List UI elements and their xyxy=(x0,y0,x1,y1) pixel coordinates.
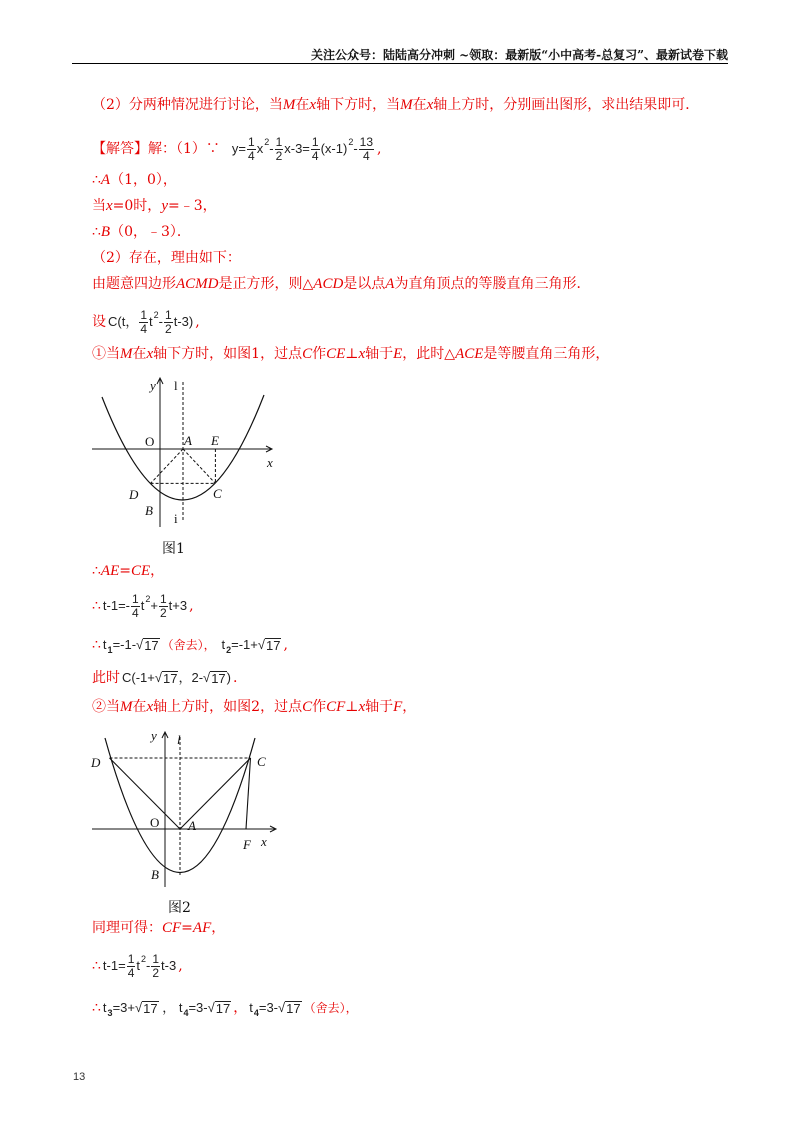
math-variable: x xyxy=(106,198,113,214)
segment-ad xyxy=(151,449,183,483)
math-variable: x xyxy=(358,699,366,715)
square-root xyxy=(278,1000,302,1016)
math-variable: E xyxy=(393,346,403,362)
radical-sign: √ xyxy=(257,637,266,652)
subscript: 3 xyxy=(107,1008,113,1018)
fraction xyxy=(359,136,374,163)
math-variable: CE xyxy=(326,346,346,362)
text-run: 当 xyxy=(92,198,106,214)
label-i: i xyxy=(174,511,178,526)
subscript: 1 xyxy=(107,645,113,655)
label-b: B xyxy=(145,503,153,518)
segment-ac xyxy=(183,449,215,483)
figure-1-caption: 图1 xyxy=(162,541,185,557)
text-run: 同理可得： xyxy=(92,920,162,936)
text-run: y= xyxy=(231,141,247,156)
text-run: ∴ xyxy=(92,224,101,240)
formula xyxy=(103,953,176,980)
case-1-point-c xyxy=(92,665,237,691)
radical-sign: √ xyxy=(136,637,144,652)
label-d: D xyxy=(129,487,139,502)
text-run: 在 xyxy=(412,97,427,113)
formula xyxy=(249,1000,301,1016)
text-run: + xyxy=(150,598,158,613)
text-run: 是等腰直角三角形， xyxy=(483,346,610,362)
fraction-denominator: 4 xyxy=(363,148,370,163)
fraction xyxy=(139,309,148,336)
label-x: x xyxy=(267,455,273,470)
radicand: 17 xyxy=(143,1001,158,1016)
formula xyxy=(232,136,375,163)
text-run: 轴下方时，当 xyxy=(316,97,401,113)
segment-da xyxy=(110,758,181,829)
small-note: （舍去）， xyxy=(161,638,220,652)
formula xyxy=(108,309,193,336)
text-run: 设 xyxy=(92,314,106,330)
text-run: 作 xyxy=(312,346,327,362)
text-run: =3- xyxy=(188,1000,208,1015)
radicand: 17 xyxy=(163,671,178,686)
square-root xyxy=(136,637,160,653)
text-run: C(t， xyxy=(108,314,139,329)
radicand: 17 xyxy=(211,671,226,686)
text-run: 轴上方时，分别画出图形，求出结果即可． xyxy=(433,97,700,113)
math-variable: M xyxy=(400,97,413,113)
text-run: t-1=- xyxy=(102,598,131,613)
text-run: t xyxy=(221,637,226,652)
point-a-result xyxy=(92,172,177,188)
fraction-denominator: 2 xyxy=(165,321,172,336)
text-run: （1，0）， xyxy=(110,172,177,188)
segment-cf xyxy=(246,758,251,829)
page-number: 13 xyxy=(73,1071,86,1083)
case-2-statement xyxy=(92,699,416,715)
math-variable: CE xyxy=(130,563,151,579)
small-note: （舍去）， xyxy=(303,1001,358,1015)
fraction-numerator: 1 xyxy=(275,134,283,149)
text-run: ， xyxy=(150,563,165,579)
fraction-denominator: 4 xyxy=(127,965,135,980)
text-run: - xyxy=(269,141,274,156)
text-run: (x-1) xyxy=(320,141,348,156)
math-variable: x xyxy=(146,346,154,362)
fraction-numerator: 1 xyxy=(152,951,160,966)
radical-sign: √ xyxy=(134,1000,143,1015)
radicand: 17 xyxy=(215,1001,231,1016)
fraction-denominator: 4 xyxy=(140,321,148,336)
page-header: 关注公众号：陆陆高分冲刺 ~领取：最新版“小中高考-总复习”、最新试卷下载 xyxy=(310,48,728,62)
formula xyxy=(103,1000,231,1016)
fraction-denominator: 2 xyxy=(152,965,160,980)
radicand: 17 xyxy=(266,638,281,653)
square-root xyxy=(135,1000,159,1016)
label-l: l xyxy=(177,732,181,747)
fraction-denominator: 4 xyxy=(311,148,319,163)
math-variable: M xyxy=(120,346,133,362)
text-run: 在 xyxy=(295,97,310,113)
subscript: 4 xyxy=(253,1008,259,1018)
math-variable: A xyxy=(100,172,111,188)
formula xyxy=(103,593,187,620)
math-variable: x xyxy=(146,699,154,715)
label-y: y xyxy=(151,728,157,743)
figure-1-diagram xyxy=(88,370,288,535)
text-run: ∴ xyxy=(92,172,101,188)
math-variable: CF xyxy=(326,699,346,715)
math-variable: AF xyxy=(192,920,212,936)
text-run: （2）分两种情况进行讨论，当 xyxy=(92,97,283,113)
text-run: （2）存在，理由如下： xyxy=(92,250,241,266)
label-c: C xyxy=(257,754,266,769)
fraction-numerator: 1 xyxy=(127,951,135,966)
fraction xyxy=(311,136,320,163)
math-variable: F xyxy=(393,699,403,715)
square-root xyxy=(208,1000,232,1016)
superscript: 2 xyxy=(141,954,147,964)
fraction-numerator: 1 xyxy=(165,307,172,322)
case-2-equation xyxy=(92,948,183,984)
fraction xyxy=(247,136,256,163)
math-variable: ACD xyxy=(313,276,344,292)
label-a: A xyxy=(188,818,196,833)
label-b: B xyxy=(151,867,159,882)
text-run: 此时 xyxy=(92,670,120,686)
text-run: - xyxy=(146,958,151,973)
text-run: 是以点 xyxy=(343,276,386,292)
formula xyxy=(103,637,160,653)
fraction-denominator: 2 xyxy=(275,148,283,163)
math-variable: C xyxy=(302,699,313,715)
superscript: 2 xyxy=(264,137,270,147)
math-variable: AE xyxy=(100,563,120,579)
text-run: ∴ xyxy=(92,563,101,579)
case-1-statement xyxy=(92,346,609,362)
text-run: 在 xyxy=(132,346,147,362)
case-1-equation xyxy=(92,589,194,623)
fraction-numerator: 1 xyxy=(140,307,148,322)
math-variable: C xyxy=(302,346,313,362)
fraction xyxy=(164,309,173,336)
fraction xyxy=(151,953,160,980)
text-run: =-1- xyxy=(112,637,137,652)
fraction-numerator: 1 xyxy=(311,134,319,149)
part-2-intro xyxy=(92,250,241,266)
text-run: t xyxy=(136,958,140,973)
solution-part-1-equation xyxy=(92,132,381,166)
text-run: t+3 xyxy=(168,598,188,613)
fraction-denominator: 2 xyxy=(159,605,167,620)
text-run: ，此时△ xyxy=(402,346,456,362)
header-rule xyxy=(72,63,728,64)
fraction-numerator: 13 xyxy=(359,134,374,149)
case-2-roots xyxy=(92,994,358,1022)
text-run: =-1+ xyxy=(231,637,258,652)
text-run: t-3 xyxy=(161,958,177,973)
radical-sign: √ xyxy=(278,1000,286,1015)
square-root xyxy=(258,637,282,653)
text-run: t xyxy=(102,1000,107,1015)
superscript: 2 xyxy=(348,137,354,147)
text-run: ，2- xyxy=(178,670,204,685)
text-run: ， xyxy=(402,699,417,715)
text-run: 轴上方时，如图2，过点 xyxy=(153,699,303,715)
math-variable: ACMD xyxy=(176,276,219,292)
math-variable: M xyxy=(282,97,296,113)
text-run: 为直角顶点的等媵直角三角形． xyxy=(394,276,591,292)
superscript: 2 xyxy=(153,310,159,320)
text-run: ， xyxy=(211,920,226,936)
text-run: x-3= xyxy=(284,141,310,156)
math-variable: A xyxy=(385,276,395,292)
text-run: ①当 xyxy=(92,346,120,362)
text-run: =﹣3， xyxy=(167,198,217,214)
text-run: ， xyxy=(233,1000,248,1016)
text-run: （0，﹣3）． xyxy=(110,224,191,240)
text-run: t xyxy=(102,637,107,652)
text-run: 由题意四边形 xyxy=(92,276,176,292)
text-run: ∴ xyxy=(92,1000,101,1016)
text-run: = xyxy=(119,563,131,579)
fraction-numerator: 1 xyxy=(132,591,139,606)
radicand: 17 xyxy=(286,1001,301,1016)
text-run: ) xyxy=(226,670,231,685)
text-run: ∴ xyxy=(92,637,101,653)
superscript: 2 xyxy=(145,594,151,604)
label-c: C xyxy=(213,486,222,501)
fraction xyxy=(159,593,168,620)
fraction-numerator: 1 xyxy=(159,591,167,606)
math-variable: y xyxy=(161,198,168,214)
radical-sign: √ xyxy=(154,670,163,685)
text-run: =0时， xyxy=(112,198,162,214)
text-run: . xyxy=(233,670,238,686)
fraction xyxy=(127,953,136,980)
label-f: F xyxy=(243,837,251,852)
text-run: , xyxy=(178,958,183,974)
text-run: 轴于 xyxy=(365,346,394,362)
text-run: 轴下方时，如图1，过点 xyxy=(153,346,303,362)
fraction-denominator: 4 xyxy=(132,605,139,620)
text-run: x xyxy=(256,141,264,156)
text-run: 轴于 xyxy=(365,699,394,715)
label-e: E xyxy=(211,433,219,448)
math-variable: x xyxy=(426,97,434,113)
text-run: - xyxy=(158,314,164,329)
square-root xyxy=(155,670,179,686)
text-run: , xyxy=(195,314,200,330)
text-run: - xyxy=(353,141,358,156)
text-run: 在 xyxy=(132,699,147,715)
label-d: D xyxy=(91,755,101,770)
text-run: t xyxy=(140,598,145,613)
subscript: 2 xyxy=(226,645,232,655)
label-a: A xyxy=(184,433,192,448)
text-run: ∴ xyxy=(92,598,101,614)
text-run: 是正方形，则△ xyxy=(218,276,314,292)
point-b-result xyxy=(92,224,191,240)
text-run: t-1= xyxy=(102,958,126,973)
math-variable: x xyxy=(358,346,366,362)
math-variable: ACE xyxy=(455,346,484,362)
fraction xyxy=(131,593,140,620)
case-1-roots xyxy=(92,631,288,659)
text-run: = xyxy=(181,920,193,936)
label-x: x xyxy=(261,834,267,849)
text-run: t xyxy=(149,314,153,329)
fraction-numerator: 1 xyxy=(248,134,255,149)
text-run: C(-1+ xyxy=(122,670,155,685)
math-variable: CF xyxy=(162,920,182,936)
text-run: , xyxy=(377,141,382,157)
text-run: ⊥ xyxy=(345,346,359,362)
square-root xyxy=(203,670,227,686)
text-run: ∴ xyxy=(92,958,101,974)
text-run: , xyxy=(283,637,288,653)
label-o: O xyxy=(150,815,160,830)
text-run: t-3) xyxy=(173,314,194,329)
cf-equals-af xyxy=(92,920,225,936)
fraction xyxy=(275,136,284,163)
square-condition xyxy=(92,276,590,292)
let-point-c xyxy=(92,304,200,340)
figure-2-caption: 图2 xyxy=(168,900,191,916)
math-variable: B xyxy=(100,224,111,240)
text-run: ⊥ xyxy=(345,699,359,715)
radical-sign: √ xyxy=(203,670,211,685)
text-run: ②当 xyxy=(92,699,120,715)
formula xyxy=(221,637,281,653)
figure-2-diagram xyxy=(88,725,288,890)
ae-equals-ce xyxy=(92,563,164,579)
label-o: O xyxy=(145,434,155,449)
text-run: =3- xyxy=(258,1000,279,1015)
radicand: 17 xyxy=(144,638,159,653)
text-run: 【解答】解：（1）∵ xyxy=(92,141,220,157)
text-run: ， t xyxy=(158,1000,183,1015)
fraction-denominator: 4 xyxy=(248,148,255,163)
label-y: y xyxy=(150,378,156,393)
subscript: 4 xyxy=(183,1008,189,1018)
analysis-part-2 xyxy=(92,97,699,113)
math-variable: M xyxy=(120,699,133,715)
formula xyxy=(122,670,231,686)
math-variable: x xyxy=(309,97,317,113)
x-zero-step xyxy=(92,198,217,214)
text-run: t xyxy=(249,1000,253,1015)
text-run: =3+ xyxy=(112,1000,135,1015)
label-l: l xyxy=(174,378,178,393)
text-run: 作 xyxy=(312,699,327,715)
text-run: , xyxy=(189,598,194,614)
radical-sign: √ xyxy=(207,1000,215,1015)
